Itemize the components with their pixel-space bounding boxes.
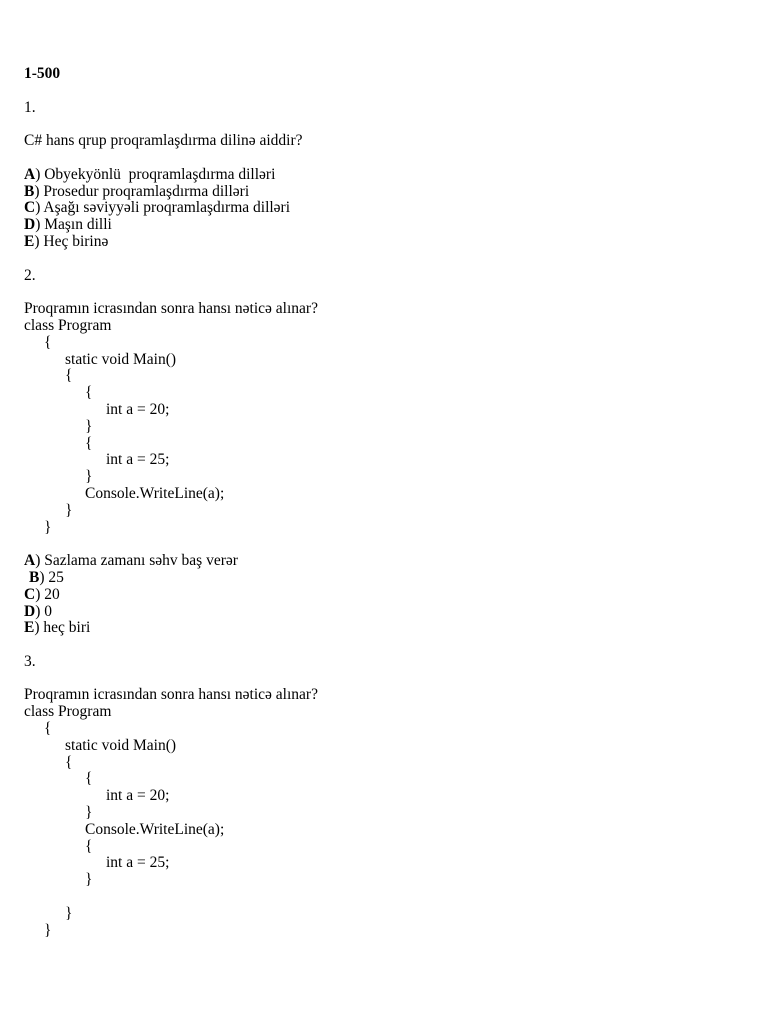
option-text: ) Sazlama zamanı səhv baş verər: [35, 552, 238, 570]
option-text: ) Obyekyönlü proqramlaşdırma dilləri: [35, 165, 276, 183]
question-number: 3.: [24, 652, 36, 670]
option-text: ) 25: [39, 568, 64, 586]
code-line: }: [85, 871, 93, 889]
option-letter: A: [24, 552, 36, 570]
code-line: }: [85, 804, 93, 822]
code-line: class Program: [24, 316, 112, 334]
option-text: ) Prosedur proqramlaşdırma dilləri: [34, 182, 250, 200]
option-letter: D: [24, 602, 36, 620]
answer-option: [24, 587, 744, 604]
question-text: C# hans qrup proqramlaşdırma dilinə aiddir?: [24, 132, 303, 150]
spacer: [24, 150, 744, 167]
option-text: ) Maşın dilli: [35, 216, 112, 234]
option-letter: C: [24, 199, 36, 217]
code-line: int a = 20;: [106, 400, 170, 418]
option-text: ) 0: [35, 602, 52, 620]
code-line: {: [85, 770, 93, 788]
option-text: ) Aşağı səviyyəli proqramlaşdırma dilləri: [35, 199, 291, 217]
code-line: {: [65, 367, 73, 385]
code-line: {: [65, 753, 73, 771]
option-letter: E: [24, 619, 35, 637]
answer-option: [24, 604, 744, 621]
code-line: int a = 25;: [106, 854, 170, 872]
option-letter: B: [24, 182, 35, 200]
question-number: 2.: [24, 266, 36, 284]
answer-option: [24, 553, 744, 570]
code-line: class Program: [24, 703, 112, 721]
code-line: }: [44, 518, 52, 536]
code-line: int a = 25;: [106, 451, 170, 469]
question-text: Proqramın icrasından sonra hansı nəticə alınar?: [24, 300, 318, 318]
code-line: }: [85, 468, 93, 486]
spacer: [24, 251, 744, 268]
spacer: [24, 637, 744, 654]
code-line: {: [85, 837, 93, 855]
code-line: }: [65, 904, 73, 922]
option-letter: E: [24, 232, 35, 250]
answer-option: [24, 570, 744, 587]
document-page: [24, 66, 744, 939]
spacer: [24, 83, 744, 100]
document-header: 1-500: [24, 65, 61, 82]
answer-option: [24, 184, 744, 201]
code-line: int a = 20;: [106, 787, 170, 805]
answer-option: [24, 620, 744, 637]
code-line: {: [44, 333, 52, 351]
code-line: Console.WriteLine(a);: [85, 820, 225, 838]
option-text: ) 20: [35, 585, 60, 603]
code-line: {: [85, 434, 93, 452]
code-line: {: [85, 384, 93, 402]
code-line: }: [65, 501, 73, 519]
option-letter: C: [24, 585, 36, 603]
spacer: [24, 116, 744, 133]
spacer: [24, 284, 744, 301]
answer-option: [24, 234, 744, 251]
code-line: static void Main(): [65, 350, 177, 368]
code-line: }: [85, 417, 93, 435]
spacer: [24, 671, 744, 688]
code-line: {: [44, 720, 52, 738]
code-line: }: [44, 921, 52, 939]
code-line: static void Main(): [65, 736, 177, 754]
option-letter: D: [24, 216, 36, 234]
option-text: ) Heç birinə: [34, 232, 109, 250]
answer-option: [24, 167, 744, 184]
option-letter: B: [29, 568, 40, 586]
spacer: [24, 536, 744, 553]
answer-option: [24, 217, 744, 234]
option-text: ) heç biri: [34, 619, 91, 637]
question-number: 1.: [24, 98, 36, 116]
question-text: Proqramın icrasından sonra hansı nəticə alınar?: [24, 686, 318, 704]
answer-option: [24, 200, 744, 217]
spacer: [24, 889, 744, 906]
code-line: Console.WriteLine(a);: [85, 484, 225, 502]
option-letter: A: [24, 165, 36, 183]
